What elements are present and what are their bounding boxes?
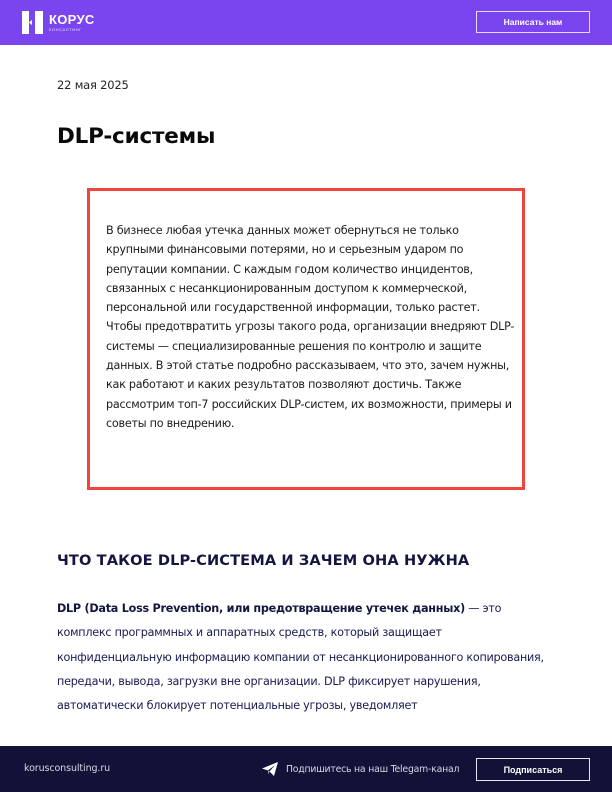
site-link[interactable]: korusconsulting.ru — [24, 763, 111, 774]
korus-logo-icon — [22, 11, 43, 34]
top-header — [0, 0, 612, 45]
korus-logo[interactable] — [22, 11, 95, 34]
definition-paragraph — [57, 597, 552, 718]
intro-highlight-box — [87, 188, 525, 490]
article-date: 22 мая 2025 — [57, 78, 129, 92]
intro-paragraph: В бизнесе любая утечка данных может обернуться не только крупными финансовыми потерями, но и серьезным ударом по репутации компании. С каждым годом количество инцидентов, связанных с несанкционированным доступом к коммерческой, персональной или государственной информации, только растет. Чтобы предотвратить угрозы такого рода, организации внедряют DLP-системы — специализированные решения по контролю и защите данных. В этой статье подробно рассказываем, что это, зачем нужны, как работают и каких результатов позволяют достичь. Также рассмотрим топ-7 российских DLP-систем, их возможности, примеры и советы по внедрению. — [106, 224, 515, 430]
definition-text: — это комплекс программных и аппаратных средств, который защищает конфиденциальную информацию компании от несанкционированного копирования, передачи, вывода, загрузки вне организации. DLP фиксирует нарушения, автоматически блокирует потенциальные угрозы, уведомляет — [57, 602, 544, 713]
bottom-footer — [0, 746, 612, 792]
logo-subtitle: КОНСАЛТИНГ — [49, 27, 82, 32]
telegram-subscribe-text[interactable]: Подпишитесь на наш Telegam-канал — [286, 764, 460, 775]
definition-term: DLP (Data Loss Prevention, или предотвращение утечек данных) — [57, 602, 465, 615]
subscribe-button[interactable]: Подписаться — [476, 758, 590, 781]
section-heading: ЧТО ТАКОЕ DLP-СИСТЕМА И ЗАЧЕМ ОНА НУЖНА — [57, 552, 470, 569]
page-title: DLP-системы — [57, 124, 216, 149]
telegram-icon[interactable] — [262, 762, 278, 776]
contact-us-button[interactable]: Написать нам — [476, 11, 590, 33]
logo-name: КОРУС — [49, 12, 95, 27]
